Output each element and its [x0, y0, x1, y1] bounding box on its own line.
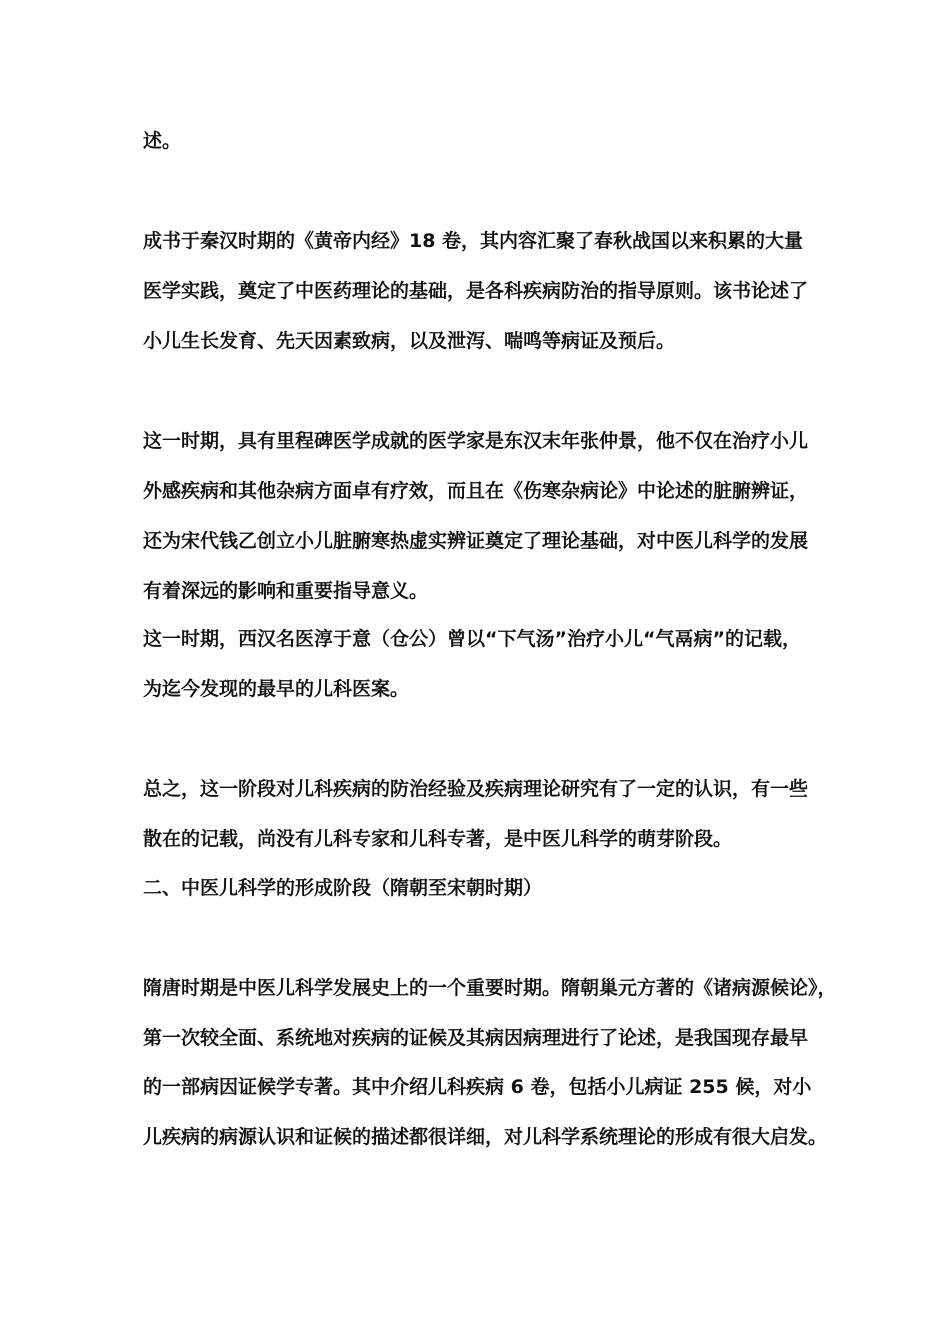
text-line-9: 这一时期，西汉名医淳于意（仓公）曾以“下气汤”治疗小儿“气鬲病”的记载， — [143, 628, 801, 650]
text-line-10: 为迄今发现的最早的儿科医案。 — [143, 678, 410, 700]
text-line-17: 儿疾病的病源认识和证候的描述都很详细，对儿科学系统理论的形成有很大启发。 — [143, 1126, 828, 1148]
text-line-4: 小儿生长发育、先天因素致病，以及泄泻、喘鸣等病证及预后。 — [143, 330, 676, 352]
text-line-3: 医学实践，奠定了中医药理论的基础，是各科疾病防治的指导原则。该书论述了 — [143, 280, 809, 302]
text-line-12: 散在的记载，尚没有儿科专家和儿科专著，是中医儿科学的萌芽阶段。 — [143, 828, 733, 850]
text-line-15: 第一次较全面、系统地对疾病的证候及其病因病理进行了论述，是我国现存最早 — [143, 1027, 809, 1049]
text-line-7: 还为宋代钱乙创立小儿脏腑寒热虚实辨证奠定了理论基础，对中医儿科学的发展 — [143, 530, 809, 552]
text-line-5: 这一时期，具有里程碑医学成就的医学家是东汉末年张仲景，他不仅在治疗小儿 — [143, 430, 809, 452]
text-line-11: 总之，这一阶段对儿科疾病的防治经验及疾病理论研究有了一定的认识，有一些 — [143, 778, 809, 800]
section-heading: 二、中医儿科学的形成阶段（隋朝至宋朝时期） — [143, 877, 543, 899]
text-line-16: 的一部病因证候学专著。其中介绍儿科疾病 6 卷，包括小儿病证 255 候，对小 — [143, 1076, 812, 1098]
text-line-14: 隋唐时期是中医儿科学发展史上的一个重要时期。隋朝巢元方著的《诸病源候论》， — [143, 977, 837, 999]
text-line-1: 述。 — [143, 130, 182, 152]
text-line-2: 成书于秦汉时期的《黄帝内经》18 卷，其内容汇聚了春秋战国以来积累的大量 — [143, 230, 804, 252]
text-line-8: 有着深远的影响和重要指导意义。 — [143, 580, 429, 602]
text-line-6: 外感疾病和其他杂病方面卓有疗效，而且在《伤寒杂病论》中论述的脏腑辨证， — [143, 480, 809, 502]
